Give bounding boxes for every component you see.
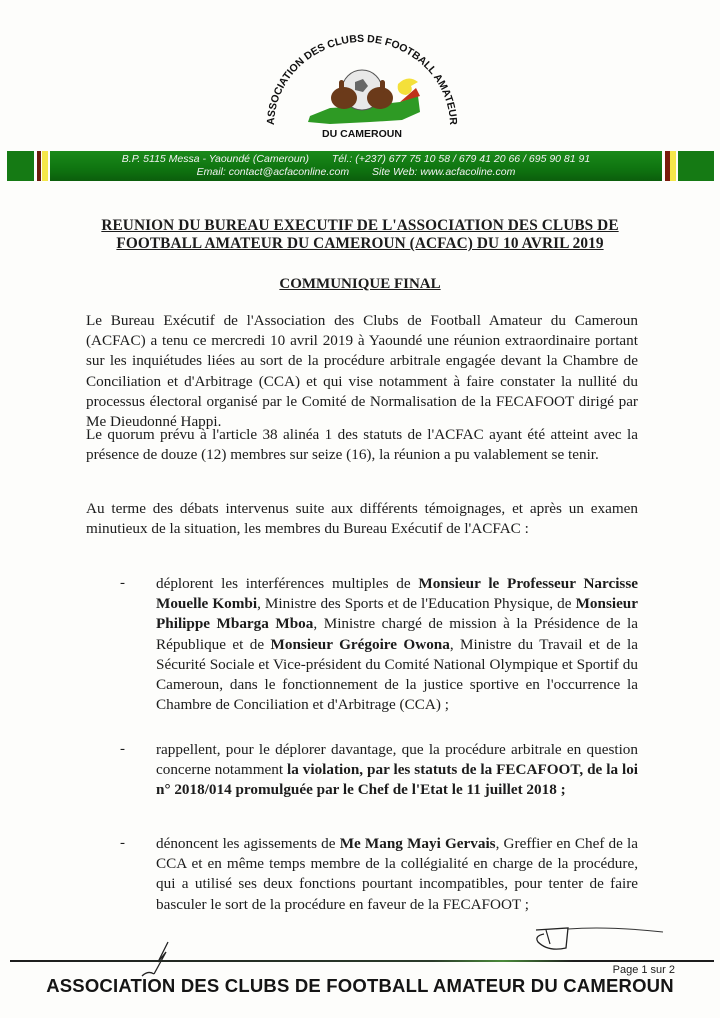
item-bold-name: Monsieur le Professeur Narcisse Mouelle Kombi [156,575,638,613]
logo-bottom-text: DU CAMEROUN [322,128,402,140]
item-bold-name: Monsieur Philippe Mbarga Mboa [156,595,638,633]
item-bold-name: Me Mang Mayi Gervais [339,835,496,852]
flag-stripe-yellow-left [42,151,48,181]
logo-arc-text: ASSOCIATION DES CLUBS DE FOOTBALL AMATEUR [264,32,460,126]
item-text: , Ministre du Travail et de la Sécurité Sociale et Vice-président du Comité National Olympique et Sportif du Cameroun, dans le fonctionnement de la justice sportive en l'occurrence la Chambre de Conciliation et d'Arbitrage (CCA) ; [156,635,638,714]
banner-contact-info [50,151,662,181]
list-item-rappellent [156,740,638,801]
document-subtitle: COMMUNIQUE FINAL [279,276,441,292]
footer-divider [10,960,714,962]
footer-organization-name: ASSOCIATION DES CLUBS DE FOOTBALL AMATEUR DU CAMEROUN [46,975,674,996]
document-title [70,217,650,253]
item-text: déplorent les interférences multiples de [156,575,419,592]
flag-stripe-red-left [37,151,41,181]
bullet-marker: - [120,741,125,757]
list-item-deplorent [156,574,638,715]
banner-phone: Tél.: (+237) 677 75 10 58 / 679 41 20 66 / 695 90 81 91 [331,153,591,165]
page-number: Page 1 sur 2 [612,964,675,976]
paragraph-quorum: Le quorum prévu à l'article 38 alinéa 1 des statuts de l'ACFAC ayant été atteint avec la présence de douze (12) membres sur seize (16), la réunion a pu valablement se tenir. [86,426,638,464]
title-line-1: REUNION DU BUREAU EXECUTIF DE L'ASSOCIATION DES CLUBS DE [101,217,619,234]
banner-email[interactable]: Email: contact@acfaconline.com [196,166,350,178]
item-text: , Ministre des Sports et de l'Education Physique, de [257,595,576,613]
bullet-marker: - [120,835,125,851]
item-text: dénoncent les agissements de [156,835,340,852]
list-item-denoncent [156,834,638,915]
title-line-2: FOOTBALL AMATEUR DU CAMEROUN (ACFAC) DU 10 AVRIL 2019 [116,235,604,252]
paragraph-debates: Au terme des débats intervenus suite aux différents témoignages, et après un examen minutieux de la situation, les membres du Bureau Exécutif de l'ACFAC : [86,500,638,538]
paragraph-intro: Le Bureau Exécutif de l'Association des Clubs de Football Amateur du Cameroun (ACFAC) a tenu ce mercredi 10 avril 2019 à Yaoundé une réunion extraordinaire portant sur les inquiétudes liées au sort de la procédure arbitrale engagée devant la Chambre de Conciliation et d'Arbitrage (CCA) et qui vise notamment à faire constater la nullité du processus électoral organisé par le Comité de Normalisation de la FECAFOOT dirigé par Me Dieudonné Happi. [86,312,638,431]
item-bold-text: la violation, par les statuts de la FECAFOOT, de la loi n° 2018/014 promulguée par le Chef de l'Etat le 11 juillet 2018 ; [156,761,639,799]
svg-text:ASSOCIATION DES CLUBS DE FOOTB [265,33,459,126]
item-text: , Ministre chargé de mission à la Présidence de la République et de [156,615,638,653]
item-text: , Greffier en Chef de la CCA et en même temps membre de la collégialité en charge de la procédure, qui a utilisé ses deux fonctions pourtant incompatibles, pour tenter de faire basculer le sort de la procédure en faveur de la FECAFOOT ; [156,835,639,913]
bullet-marker: - [120,575,125,591]
item-text: rappellent, pour le déplorer davantage, que la procédure arbitrale en question concerne notamment [156,741,638,779]
signature-initials-icon [528,920,668,954]
contact-banner [7,151,714,181]
acfac-logo [262,8,462,150]
banner-address: B.P. 5115 Messa - Yaoundé (Cameroun) [121,153,309,165]
banner-green-block-right [678,151,714,181]
banner-green-block-left [7,151,34,181]
banner-website[interactable]: Site Web: www.acfacoline.com [372,166,516,178]
item-bold-name: Monsieur Grégoire Owona [270,635,450,653]
flag-stripe-yellow-right [670,151,676,181]
